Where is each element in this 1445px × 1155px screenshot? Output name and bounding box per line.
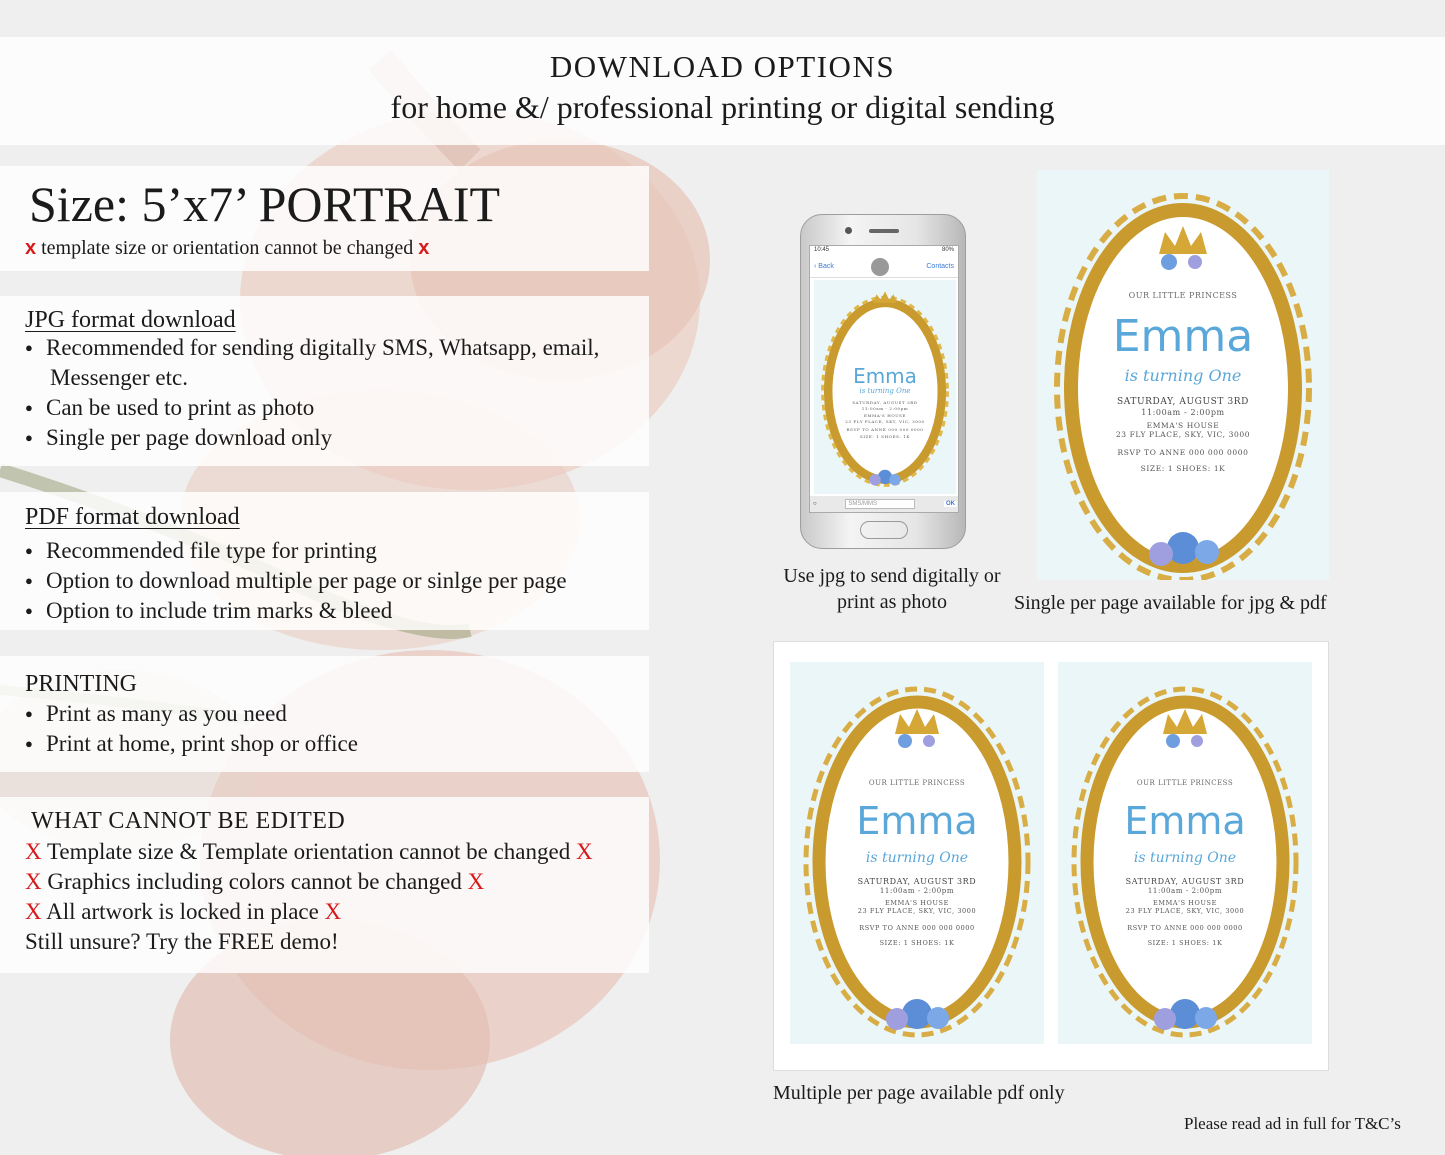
back-link: ‹ Back bbox=[814, 263, 834, 270]
speaker-icon bbox=[869, 229, 899, 233]
list-item: ● Can be used to print as photo bbox=[25, 393, 599, 423]
message-input[interactable]: SMS/MMS bbox=[845, 499, 915, 509]
jpg-panel bbox=[0, 296, 649, 466]
camera-icon: ○ bbox=[813, 501, 817, 507]
printing-bullet-list bbox=[25, 699, 358, 759]
page-subtitle: for home &/ professional printing or digital sending bbox=[390, 89, 1055, 125]
phone-mockup bbox=[800, 214, 966, 549]
single-invitation-card: OUR LITTLE PRINCESS Emma is turning One SATURDAY, AUGUST 3RD 11:00am - 2:00pm EMMA'S HOUSE 23 FLY PLACE, SKY, VIC, 3000 RSVP TO ANNE 000 000 0000 SIZE: 1 SHOES: 1K bbox=[1037, 170, 1329, 580]
cannot-edit-panel bbox=[0, 797, 649, 973]
terms-note: Please read ad in full for T&C’s bbox=[1184, 1114, 1401, 1133]
x-mark-icon: X bbox=[324, 899, 342, 924]
pdf-panel bbox=[0, 492, 649, 630]
camera-icon bbox=[845, 227, 852, 234]
x-mark-icon: x bbox=[25, 237, 37, 259]
x-mark-icon: x bbox=[418, 237, 430, 259]
list-item: ● Print at home, print shop or office bbox=[25, 729, 358, 759]
phone-screen bbox=[809, 245, 959, 513]
size-note bbox=[25, 236, 429, 260]
list-item: ● Option to download multiple per page or sinlge per page bbox=[25, 566, 567, 596]
single-caption: Single per page available for jpg & pdf bbox=[1014, 592, 1327, 614]
list-item: ● Recommended for sending digitally SMS, Whatsapp, email, bbox=[25, 333, 599, 363]
pdf-bullet-list bbox=[25, 536, 567, 626]
jpg-title: JPG format download bbox=[25, 307, 236, 333]
x-mark-icon: X bbox=[25, 839, 42, 864]
message-input-bar bbox=[810, 496, 959, 512]
status-bar: 10:45 80% bbox=[814, 247, 954, 253]
list-item: X Graphics including colors cannot be changed X bbox=[25, 869, 485, 894]
x-mark-icon: X bbox=[467, 869, 485, 894]
list-item: ● Option to include trim marks & bleed bbox=[25, 596, 567, 626]
pdf-title: PDF format download bbox=[25, 504, 240, 530]
page-title: DOWNLOAD OPTIONS bbox=[549, 49, 896, 84]
size-panel bbox=[0, 166, 649, 271]
multi-invitation-card-2: OUR LITTLE PRINCESS Emma is turning One SATURDAY, AUGUST 3RD 11:00am - 2:00pm EMMA'S HOUSE 23 FLY PLACE, SKY, VIC, 3000 RSVP TO ANNE 000 000 0000 SIZE: 1 SHOES: 1K bbox=[1058, 662, 1312, 1044]
list-item: ● Recommended file type for printing bbox=[25, 536, 567, 566]
size-note-text: template size or orientation cannot be changed bbox=[41, 237, 414, 259]
cannot-edit-list bbox=[25, 837, 593, 957]
header-band bbox=[0, 37, 1445, 145]
contact-avatar-icon bbox=[871, 258, 889, 276]
size-title: Size: 5’x7’ PORTRAIT bbox=[29, 176, 501, 232]
printing-panel bbox=[0, 656, 649, 772]
multi-caption: Multiple per page available pdf only bbox=[773, 1082, 1065, 1104]
list-item: ● Print as many as you need bbox=[25, 699, 358, 729]
send-button[interactable]: OK bbox=[946, 501, 955, 507]
jpg-bullet-list bbox=[25, 333, 599, 453]
x-mark-icon: X bbox=[25, 899, 42, 924]
list-item: ● Single per page download only bbox=[25, 423, 599, 453]
message-nav-bar bbox=[810, 256, 958, 278]
multi-invitation-card-1: OUR LITTLE PRINCESS Emma is turning One SATURDAY, AUGUST 3RD 11:00am - 2:00pm EMMA'S HOUSE 23 FLY PLACE, SKY, VIC, 3000 RSVP TO ANNE 000 000 0000 SIZE: 1 SHOES: 1K bbox=[790, 662, 1044, 1044]
x-mark-icon: X bbox=[575, 839, 593, 864]
demo-line: Still unsure? Try the FREE demo! bbox=[25, 929, 339, 954]
list-item: X All artwork is locked in place X bbox=[25, 899, 342, 924]
home-button-icon bbox=[860, 521, 908, 539]
x-mark-icon: X bbox=[25, 869, 42, 894]
contacts-link: Contacts bbox=[926, 263, 954, 270]
phone-invitation-card: Emma is turning One SATURDAY, AUGUST 3RD 11:00am - 2:00pm EMMA'S HOUSE 23 FLY PLACE, SKY, VIC, 3000 RSVP TO ANNE 000 000 0000 SIZE: 1 SHOES: 1K bbox=[814, 280, 956, 494]
phone-caption: Use jpg to send digitally or print as photo bbox=[783, 565, 1001, 613]
list-item: X Template size & Template orientation cannot be changed X bbox=[25, 839, 593, 864]
cannot-edit-title: WHAT CANNOT BE EDITED bbox=[31, 808, 346, 834]
printing-title: PRINTING bbox=[25, 671, 137, 697]
list-item: Messenger etc. bbox=[50, 365, 188, 390]
